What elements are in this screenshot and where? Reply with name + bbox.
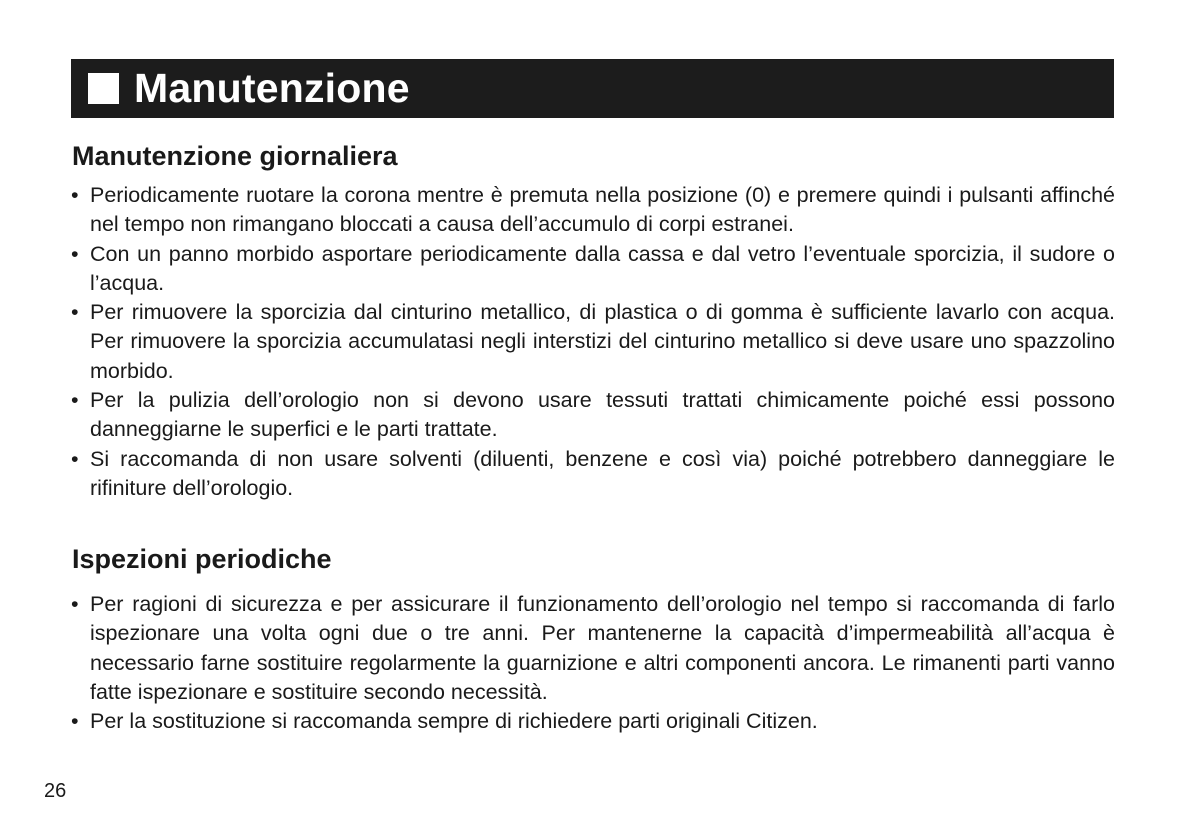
page-title: Manutenzione [134,65,410,111]
bullet-icon: • [71,446,79,471]
bullet-icon: • [71,241,79,266]
list-item [71,298,1115,386]
list-item [71,240,1115,299]
daily-maintenance-list [71,181,1115,503]
bullet-icon: • [71,592,79,616]
list-item-text: Per rimuovere la sporcizia dal cinturino metallico, di plastica o di gomma è sufficiente lavarlo con acqua. Per rimuovere la sporcizia accumulatasi negli interstizi del cinturino metallico si deve usare uno spazzolino morbido. [90,300,1115,383]
list-item-text: Per la pulizia dell’orologio non si devono usare tessuti trattati chimicamente poiché essi possono danneggiarne le superfici e le parti trattate. [90,388,1115,442]
periodic-inspections-list [71,590,1115,736]
page-number: 26 [44,780,67,802]
list-item-text: Periodicamente ruotare la corona mentre è premuta nella posizione (0) e premere quindi i pulsanti affinché nel tempo non rimangano bloccati a causa dell’accumulo di corpi estranei. [90,183,1115,237]
list-item [71,445,1115,504]
list-item [71,590,1115,707]
list-item-text: Per la sostituzione si raccomanda sempre di richiedere parti originali Citizen. [90,709,818,734]
bullet-icon: • [71,709,79,734]
list-item [71,386,1115,445]
bullet-icon: • [71,300,79,325]
list-item-text: Si raccomanda di non usare solventi (diluenti, benzene e così via) poiché potrebbero danneggiare le rifiniture dell’orologio. [90,446,1115,500]
section-heading-daily-maintenance: Manutenzione giornaliera [72,141,398,171]
section-title-bar [71,59,1114,118]
list-item [71,181,1115,240]
list-item [71,707,1115,736]
list-item-text: Per ragioni di sicurezza e per assicurare il funzionamento dell’orologio nel tempo si raccomanda di farlo ispezionare una volta ogni due o tre anni. Per mantenerne la capacità d’impermeabilità all’acqua è necessario farne sostituire regolarmente la guarnizione e altri componenti ancora. Le rimanenti parti vanno fatte ispezionare e sostituire secondo necessità. [90,592,1115,704]
section-heading-periodic-inspections: Ispezioni periodiche [72,544,332,574]
list-item-text: Con un panno morbido asportare periodicamente dalla cassa e dal vetro l’eventuale sporcizia, il sudore o l’acqua. [90,241,1115,295]
bullet-icon: • [71,388,79,413]
bullet-icon: • [71,183,79,207]
square-icon [88,73,119,104]
